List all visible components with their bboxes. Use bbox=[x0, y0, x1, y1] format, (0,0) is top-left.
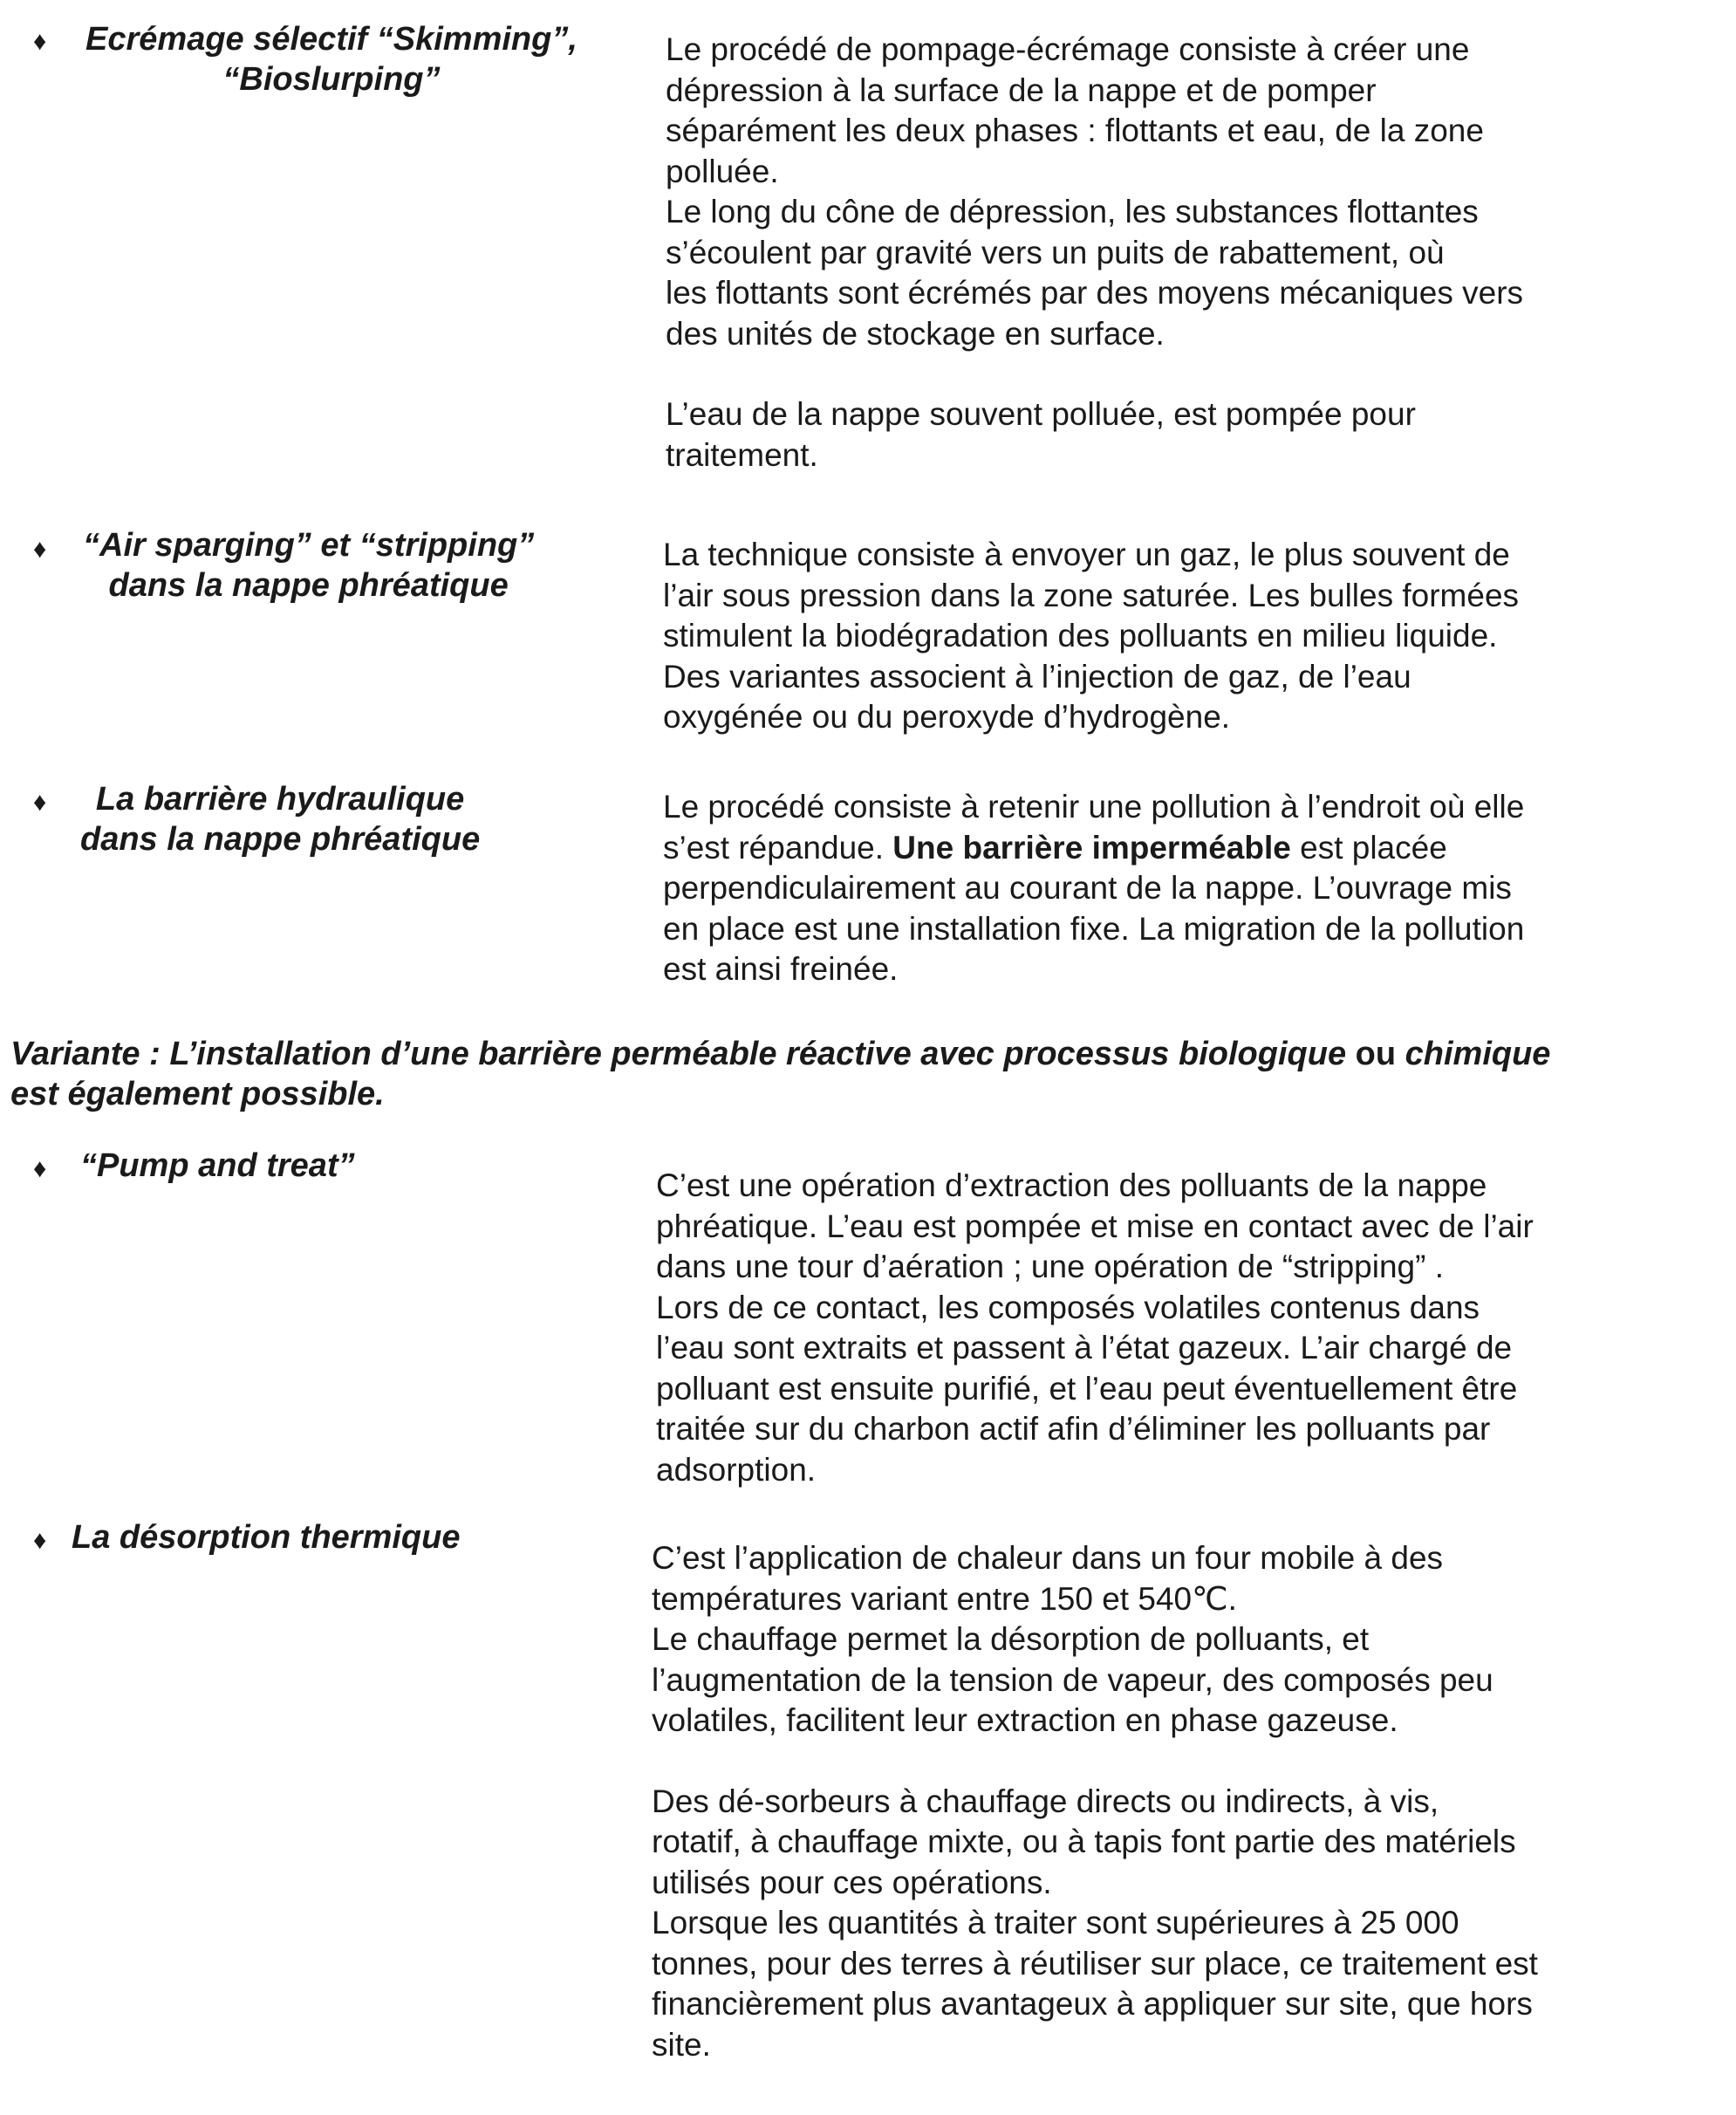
term-air-sparging: “Air sparging” et “stripping” dans la nappe phréatique bbox=[83, 527, 535, 604]
desc-paragraph: Le procédé consiste à retenir une pollution à l’endroit où elle s’est répandue. Une barrière imperméable est placée perpendiculairement au courant de la nappe. L’ouvrage mis en place est une installation fixe. La migration de la pollution est ainsi freinée. bbox=[663, 789, 1525, 987]
desc-pump-and-treat bbox=[656, 1166, 1720, 1490]
bullet-icon: ♦ bbox=[33, 1526, 47, 1555]
bullet-icon: ♦ bbox=[33, 27, 47, 56]
desc-paragraph: La technique consiste à envoyer un gaz, le plus souvent de l’air sous pression dans la zone saturée. Les bulles formées stimulent la biodégradation des polluants en milieu liquide. Des variantes associent à l’injection de gaz, de l’eau oxygénée ou du peroxyde d’hydrogène. bbox=[663, 537, 1520, 735]
desc-desorption-thermique bbox=[652, 1538, 1716, 2065]
term-desorption-thermique: La désorption thermique bbox=[72, 1519, 461, 1556]
desc-skimming bbox=[666, 30, 1730, 476]
desc-air-sparging bbox=[663, 535, 1727, 738]
term-pump-and-treat: “Pump and treat” bbox=[80, 1147, 355, 1184]
term-skimming: Ecrémage sélectif “Skimming”, “Bioslurping” bbox=[85, 21, 578, 98]
bullet-icon: ♦ bbox=[33, 535, 47, 564]
desc-paragraph: C’est l’application de chaleur dans un four mobile à des températures variant entre 150 et 540℃. Le chauffage permet la désorption de polluants, et l’augmentation de la tension de vapeur, des composés peu volatiles, facilitent leur extraction en phase gazeuse. bbox=[652, 1540, 1493, 1738]
desc-paragraph: Le procédé de pompage-écrémage consiste à créer une dépression à la surface de la nappe et de pomper séparément les deux phases : flottants et eau, de la zone polluée. Le long du cône de dépression, les substances flottantes s’écoulent par gravité vers un puits de rabattement, où les flottants sont écrémés par des moyens mécaniques vers des unités de stockage en surface. bbox=[666, 31, 1524, 352]
term-barriere-hydraulique: La barrière hydraulique dans la nappe phréatique bbox=[80, 781, 481, 858]
desc-paragraph: C’est une opération d’extraction des polluants de la nappe phréatique. L’eau est pompée et mise en contact avec de l’air dans une tour d’aération ; une opération de “stripping” . Lors de ce contact, les composés volatiles contenus dans l’eau sont extraits et passent à l’état gazeux. L’air chargé de polluant est ensuite purifié, et l’eau peut éventuellement être traitée sur du charbon actif afin d’éliminer les polluants par adsorption. bbox=[656, 1167, 1534, 1488]
variant-note: Variante : L’installation d’une barrière perméable réactive avec processus biologique ou chimique est également possible. bbox=[10, 1036, 1551, 1112]
bullet-icon: ♦ bbox=[33, 1154, 47, 1183]
desc-barriere-hydraulique bbox=[663, 787, 1727, 990]
desc-paragraph: Des dé-sorbeurs à chauffage directs ou indirects, à vis, rotatif, à chauffage mixte, ou à tapis font partie des matériels utilisés pour ces opérations. Lorsque les quantités à traiter sont supérieures à 25 000 tonnes, pour des terres à réutiliser sur place, ce traitement est financièrement plus avantageux à appliquer sur site, que hors site. bbox=[652, 1783, 1538, 2063]
bullet-icon: ♦ bbox=[33, 788, 47, 817]
desc-paragraph: L’eau de la nappe souvent polluée, est pompée pour traitement. bbox=[666, 396, 1416, 473]
